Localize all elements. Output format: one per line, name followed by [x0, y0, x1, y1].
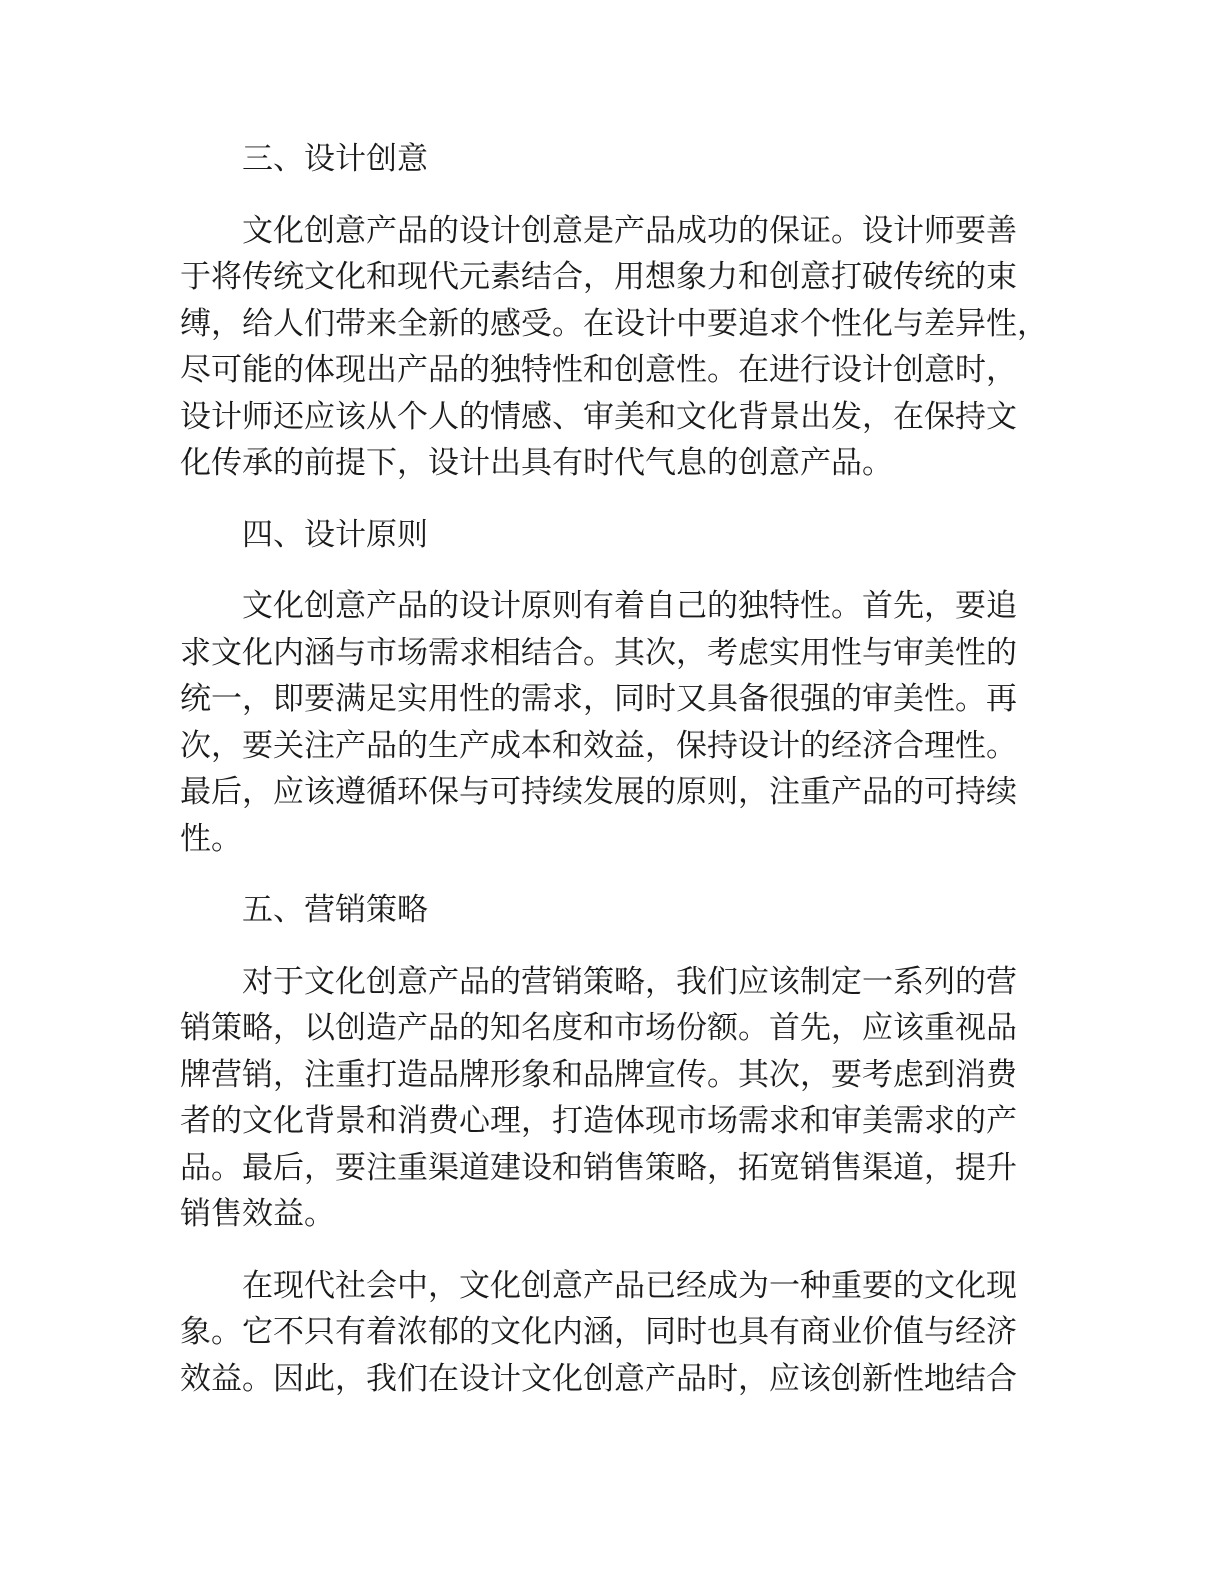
text-line: 在现代社会中，文化创意产品已经成为一种重要的文化现 — [242, 1267, 1017, 1304]
text-line: 于将传统文化和现代元素结合，用想象力和创意打破传统的束 — [180, 259, 1017, 295]
section-paragraph-5 — [180, 959, 1042, 1238]
text-line: 销策略，以创造产品的知名度和市场份额。首先，应该重视品 — [180, 1010, 1017, 1046]
text-line: 尽可能的体现出产品的独特性和创意性。在进行设计创意时， — [180, 352, 1017, 388]
closing-paragraph — [180, 1263, 1042, 1403]
section-paragraph-4 — [180, 583, 1042, 862]
section-paragraph-3 — [180, 208, 1048, 487]
text-line: 缚，给人们带来全新的感受。在设计中要追求个性化与差异性， — [180, 305, 1048, 342]
text-line: 销售效益。 — [180, 1196, 335, 1232]
text-line: 统一，即要满足实用性的需求，同时又具备很强的审美性。再 — [180, 681, 1017, 717]
text-line: 性。 — [180, 820, 242, 857]
section-heading-3: 三、设计创意 — [242, 141, 428, 177]
text-line: 求文化内涵与市场需求相结合。其次，考虑实用性与审美性的 — [180, 634, 1017, 671]
text-line: 象。它不只有着浓郁的文化内涵，同时也具有商业价值与经济 — [180, 1314, 1017, 1350]
text-line: 文化创意产品的设计创意是产品成功的保证。设计师要善 — [242, 212, 1017, 249]
text-line: 品。最后，要注重渠道建设和销售策略，拓宽销售渠道，提升 — [180, 1149, 1017, 1186]
text-line: 牌营销，注重打造品牌形象和品牌宣传。其次，要考虑到消费 — [180, 1056, 1017, 1093]
text-line: 效益。因此，我们在设计文化创意产品时，应该创新性地结合 — [180, 1360, 1017, 1397]
text-line: 者的文化背景和消费心理，打造体现市场需求和审美需求的产 — [180, 1103, 1017, 1139]
text-line: 化传承的前提下，设计出具有时代气息的创意产品。 — [180, 445, 893, 481]
text-line: 次，要关注产品的生产成本和效益，保持设计的经济合理性。 — [180, 727, 1017, 764]
section-heading-4: 四、设计原则 — [242, 516, 428, 553]
document-body — [180, 136, 1048, 1427]
text-line: 最后，应该遵循环保与可持续发展的原则，注重产品的可持续 — [180, 774, 1017, 810]
text-line: 文化创意产品的设计原则有着自己的独特性。首先，要追 — [242, 588, 1017, 624]
text-line: 设计师还应该从个人的情感、审美和文化背景出发，在保持文 — [180, 398, 1017, 435]
text-line: 对于文化创意产品的营销策略，我们应该制定一系列的营 — [242, 963, 1017, 1000]
section-heading-5: 五、营销策略 — [242, 892, 428, 928]
